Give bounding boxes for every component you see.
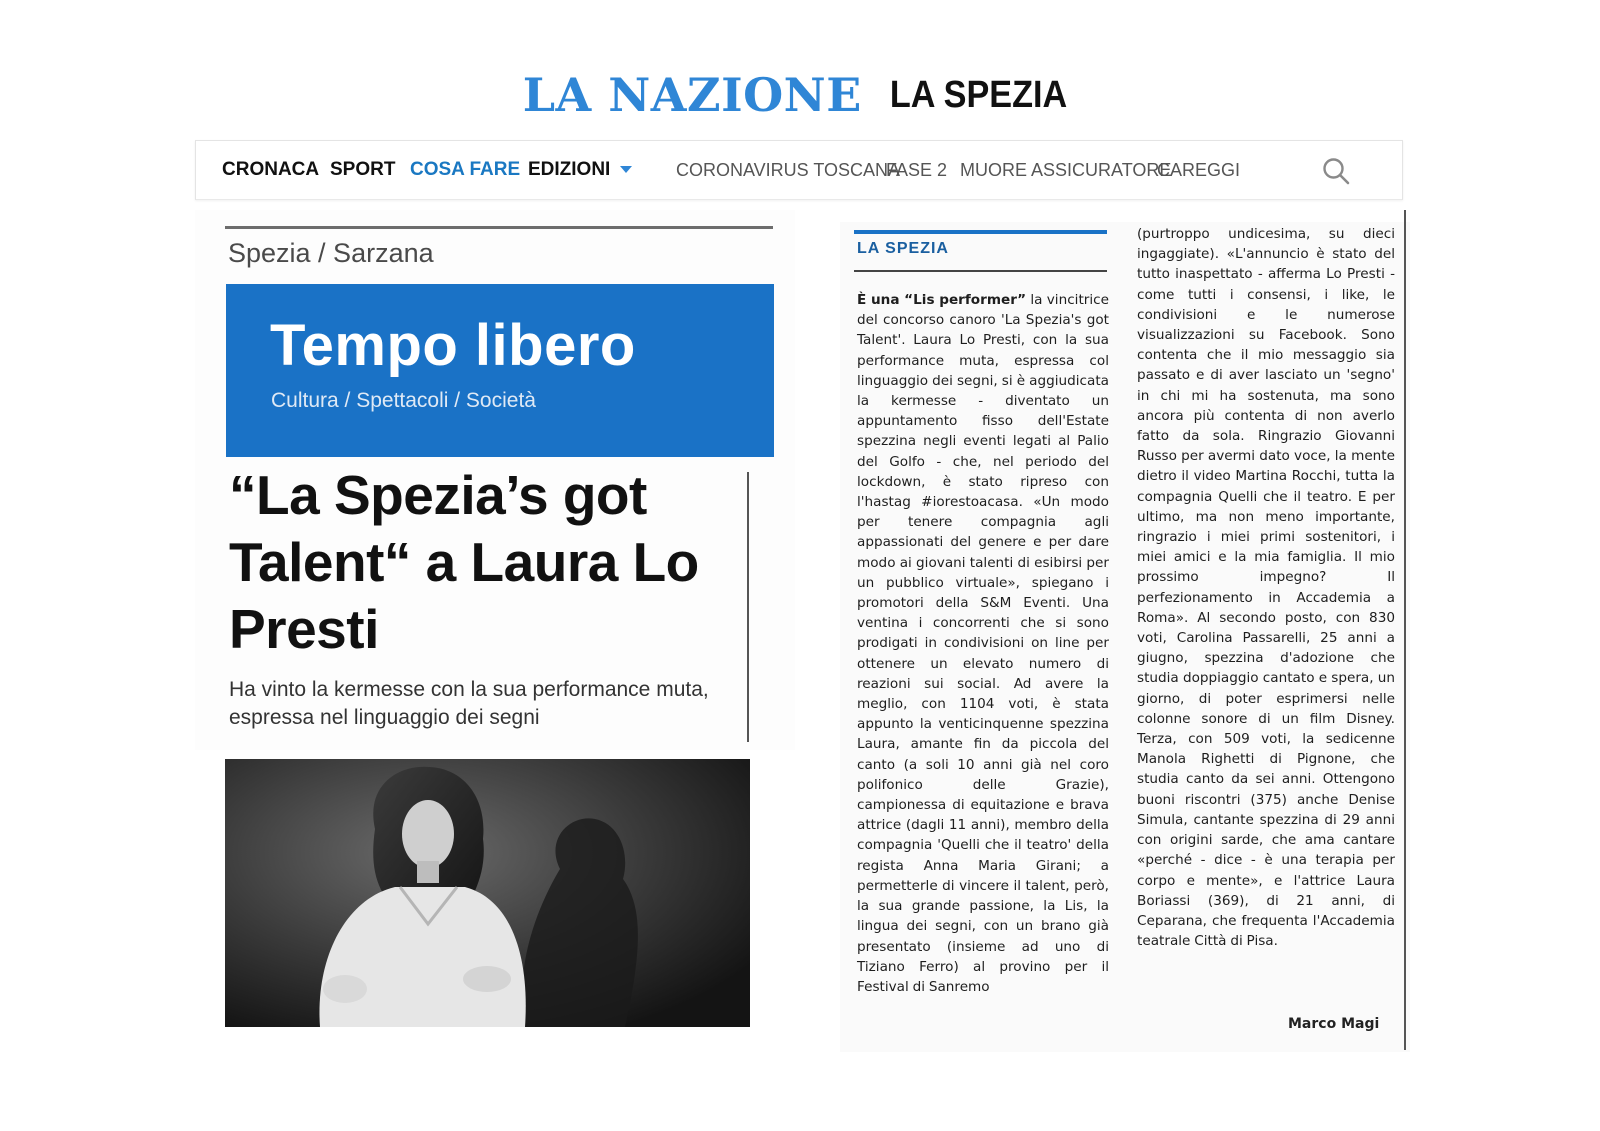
newspaper-article-body [840, 222, 1410, 1052]
article-lead: È una “Lis performer” [857, 292, 1027, 308]
main-navigation [195, 140, 1403, 200]
section-subtitle: Cultura / Spettacoli / Società [271, 389, 536, 412]
topic-fase-2[interactable]: FASE 2 [886, 160, 948, 180]
performer-photo-illustration [225, 759, 750, 1027]
section-title: Tempo libero [270, 313, 636, 378]
article-kicker: LA SPEZIA [857, 240, 949, 257]
search-icon[interactable] [1321, 156, 1351, 186]
label-rule-bottom [854, 270, 1107, 272]
label-rule-top [854, 230, 1107, 234]
article-headline: “La Spezia’s got Talent“ a Laura Lo Presti [229, 464, 699, 660]
top-rule [225, 226, 773, 229]
edition-city[interactable]: LA SPEZIA [890, 73, 1068, 116]
article-byline: Marco Magi [1288, 1016, 1380, 1032]
nav-item-sport[interactable]: SPORT [330, 159, 396, 180]
brand-logo[interactable]: LA NAZIONE [522, 68, 862, 122]
newspaper-clipping-header [195, 210, 795, 750]
chevron-down-icon [620, 166, 632, 173]
article-column-1-text: la vincitrice del concorso canoro 'La Spezia's got Talent'. Laura Lo Presti, con la sua performance muta, espressa col linguaggio dei segni, si è aggiudicata la kermesse - diventato un appuntamento fisso dell'Estate spezzina negli eventi legati al Palio del Golfo - che, nel periodo del lockdown, è stato ripreso con l'hastag #iorestoacasa. «Un modo per tenere compagnia agli appassionati del genere e per dare modo ai giovani talenti di esibirsi per un pubblico virtuale», spiegano i promotori della S&M Eventi. Una ventina i concorrenti che si sono prodigati in condivisioni on line per ottenere un elevato numero di reazioni sui social. Ad avere la meglio, con 1104 voti, è stata appunto la venticinquenne spezzina Laura, amante fin da piccola del canto (a soli 10 anni già nel coro polifonico delle Grazie), campionessa di equitazione e brava attrice (dagli 11 anni), membro della compagnia 'Quelli che il teatro' della regista Anna Maria Girani; a permetterle di vincere il talent, però, la sua grande passione, la Lis, la lingua dei segni, con un brano già presentato (insieme ad uno di Tiziano Ferro) al provino per il Festival di Sanremo [857, 292, 1109, 995]
section-path: Spezia / Sarzana [228, 238, 434, 268]
article-deck: Ha vinto la kermesse con la sua performance muta, espressa nel linguaggio dei segni [229, 678, 709, 729]
nav-item-cosa-fare[interactable]: COSA FARE [410, 159, 521, 180]
topic-careggi[interactable]: CAREGGI [1157, 160, 1241, 180]
article-column-1 [857, 290, 1109, 997]
article-right-rule [1404, 210, 1406, 1050]
nav-item-edizioni-label: EDIZIONI [528, 159, 611, 180]
section-banner [226, 284, 774, 457]
topic-muore-assicuratore[interactable]: MUORE ASSICURATORE [960, 160, 1172, 180]
masthead [0, 68, 1600, 122]
nav-item-edizioni[interactable] [528, 159, 632, 181]
article-photo [225, 759, 750, 1027]
topic-coronavirus-toscana[interactable]: CORONAVIRUS TOSCANA [676, 160, 901, 180]
article-column-2: (purtroppo undicesima, su dieci ingaggiate). «L'annuncio è stato del tutto inaspettato - afferma Lo Presti - come tutti i consensi, i like, le condivisioni e le numerose visualizzazioni su Facebook. Sono contenta che il mio messaggio sia passato e di aver lasciato un 'segno' in chi mi ha sostenuta, ma sono ancora più contenta di non averlo fatto da sola. Ringrazio Giovanni Russo per avermi dato voce, la mente dietro il video Martina Rocchi, tutta la compagnia Quelli che il teatro. E per ultimo, ma non meno importante, ringrazio i miei primi sostenitori, i miei amici e la mia famiglia. Il mio prossimo impegno? Il perfezionamento in Accademia a Roma». Al secondo posto, con 830 voti, Carolina Passarelli, 25 anni a giugno, spezzina d'adozione che studia doppiaggio cantato e spera, un giorno, di poter esprimersi nelle colonne sonore di un film Disney. Terza, con 509 voti, la sedicenne Manola Righetti di Pignone, che studia canto da sei anni. Ottengono buoni riscontri (375) anche Denise Simula, cantante spezzina di 29 anni con origini sarde, che ama cantare «perché - dice - è una terapia per corpo e mente», e l'attrice Laura Boriassi (369), di 21 anni, di Ceparana, che frequenta l'Accademia teatrale Città di Pisa. [1137, 226, 1395, 950]
nav-item-cronaca[interactable]: CRONACA [222, 159, 320, 180]
